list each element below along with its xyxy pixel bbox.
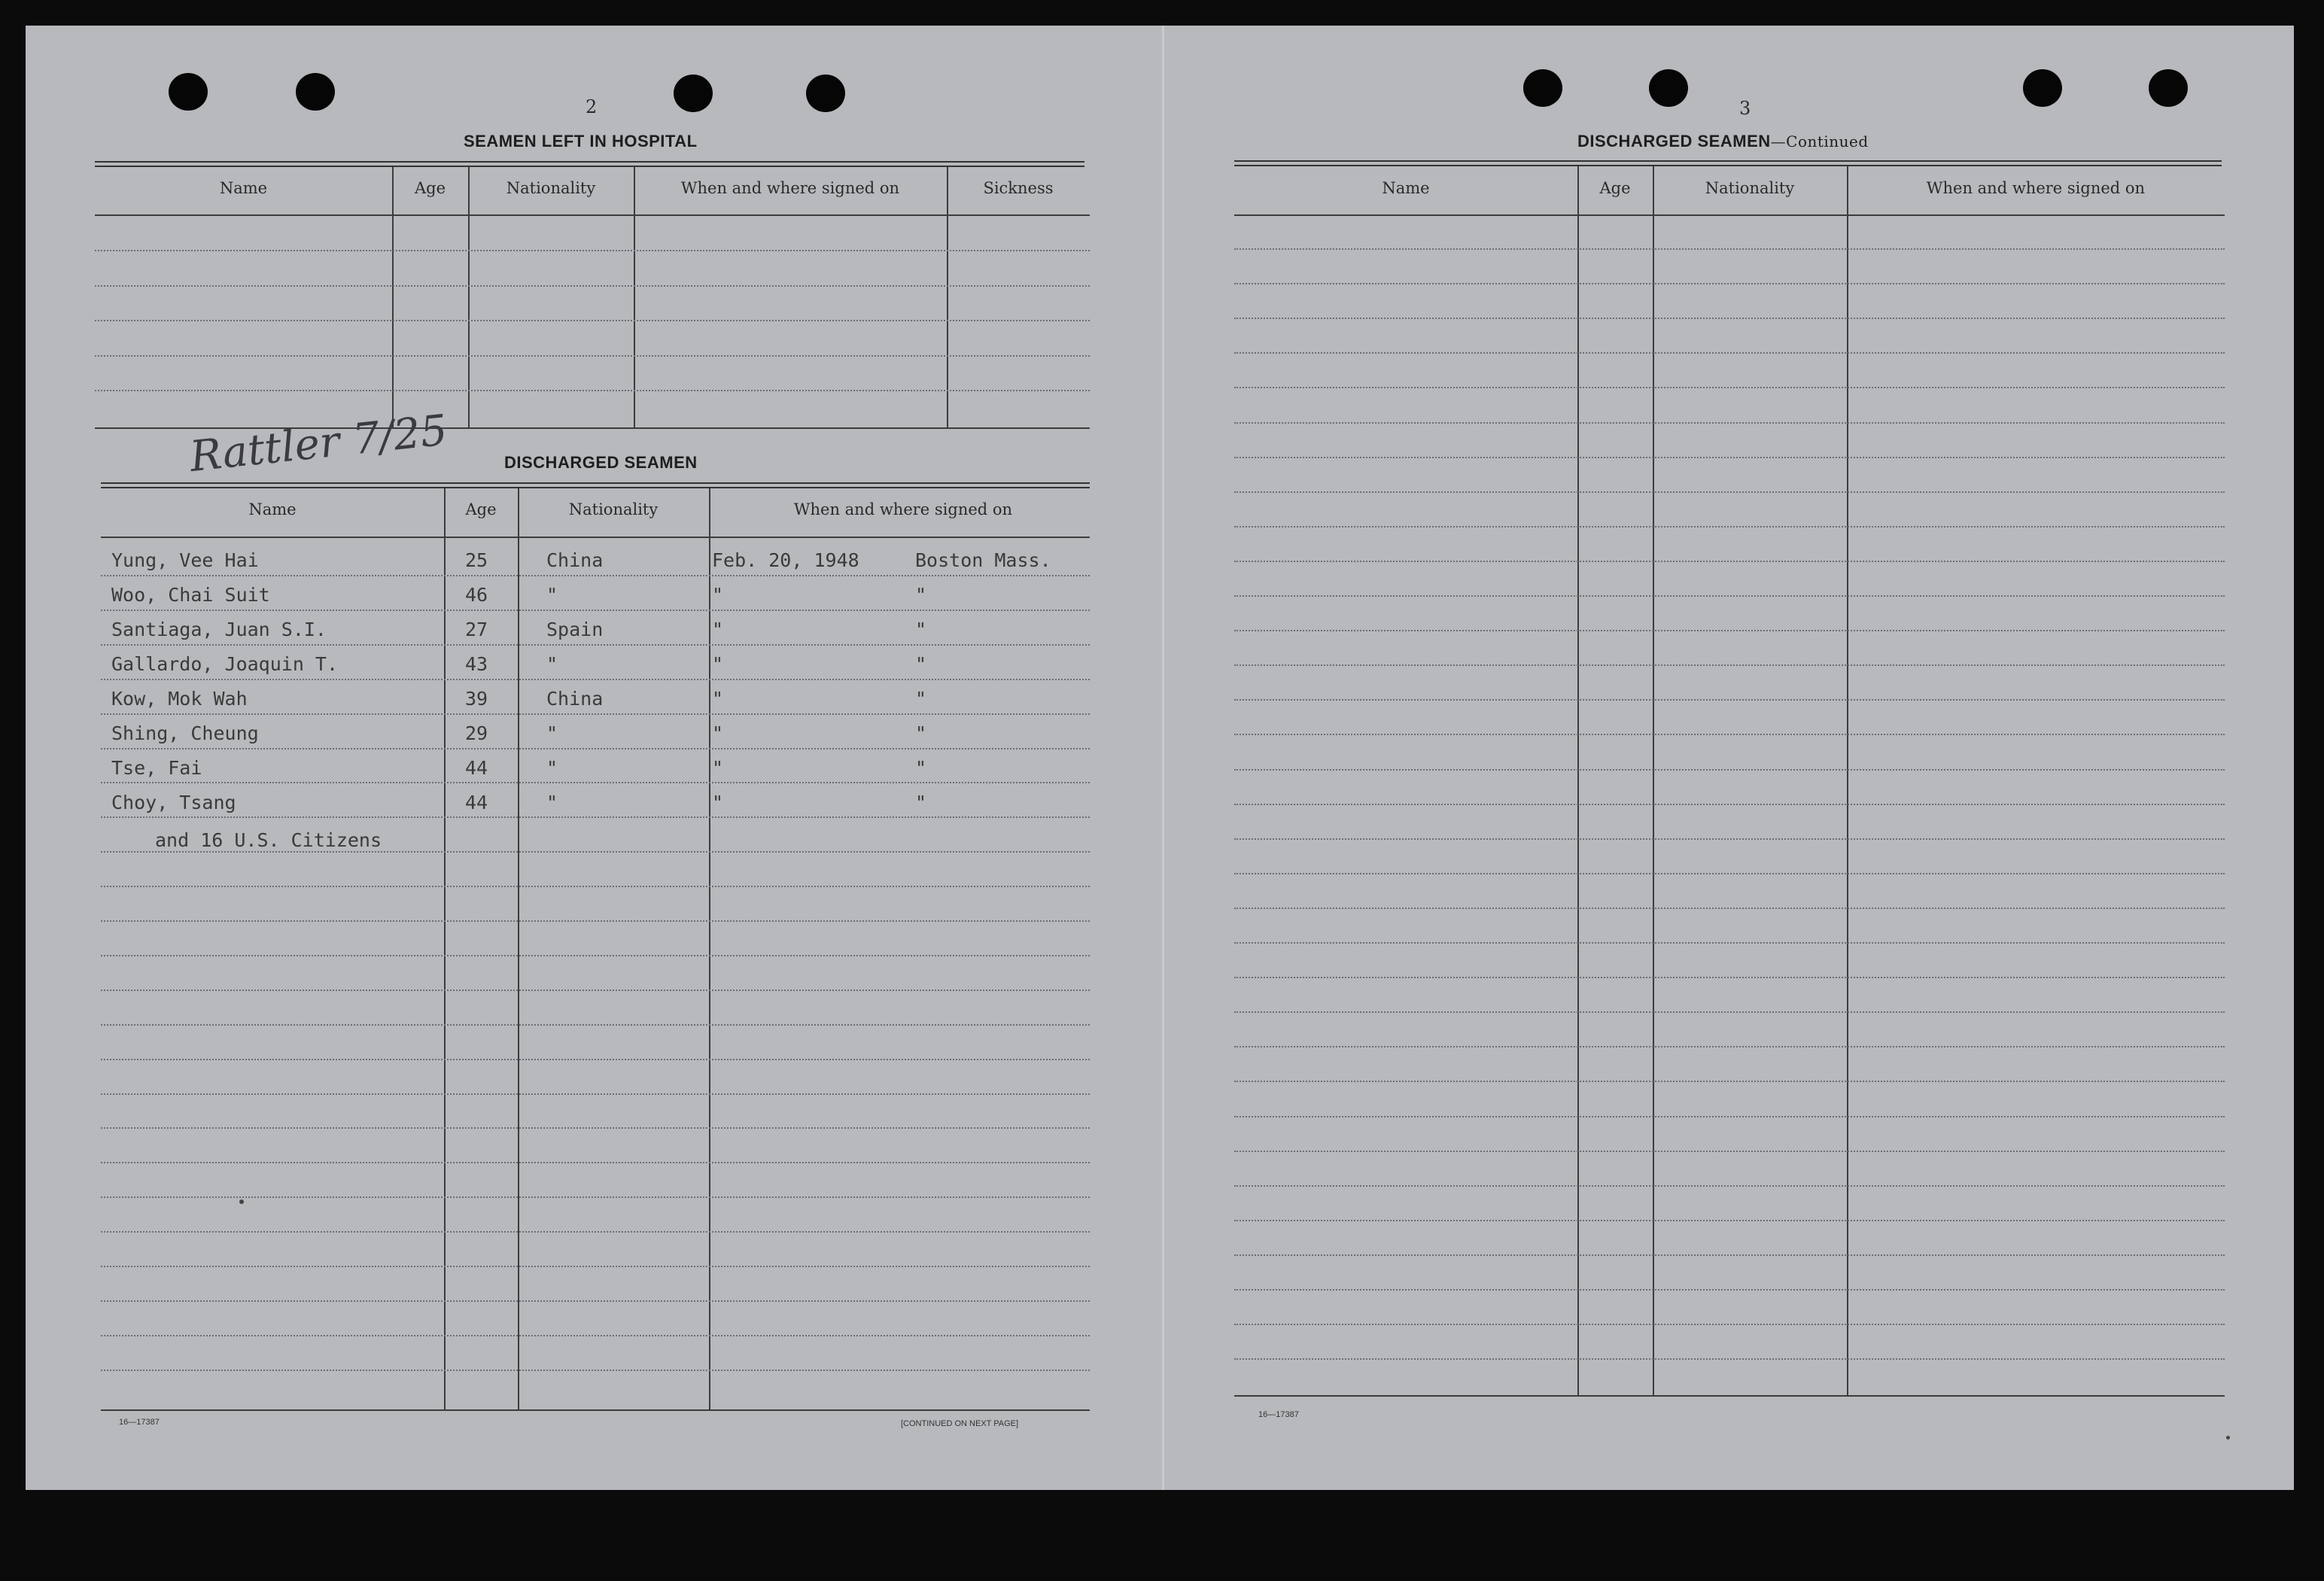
column-divider (947, 167, 948, 427)
dotted-row-line (1234, 942, 2225, 944)
dotted-row-line (1234, 1185, 2225, 1187)
dotted-row-line (1234, 526, 2225, 528)
dotted-row-line (1234, 283, 2225, 284)
continued-title-suffix: —Continued (1770, 132, 1869, 150)
dotted-row-line (1234, 630, 2225, 631)
punch-hole (674, 74, 713, 112)
dotted-row-line (1234, 769, 2225, 771)
column-header: Age (414, 179, 446, 197)
discharged-top-rule (101, 482, 1090, 484)
punch-hole (296, 73, 335, 111)
column-divider (518, 488, 519, 1409)
dotted-row-line (101, 748, 1090, 749)
seaman-age: 39 (465, 688, 488, 710)
signed-on-date: " (712, 653, 724, 675)
dotted-row-line (101, 1231, 1090, 1233)
dotted-row-line (1234, 838, 2225, 840)
column-header: Nationality (1705, 179, 1795, 197)
dotted-row-line (1234, 352, 2225, 354)
seaman-age: 46 (465, 584, 488, 606)
dotted-row-line (1234, 1220, 2225, 1221)
dotted-row-line (1234, 873, 2225, 874)
dotted-row-line (1234, 804, 2225, 805)
hospital-top-rule (95, 161, 1084, 163)
dotted-row-line (1234, 491, 2225, 493)
dotted-row-line (101, 886, 1090, 887)
continued-note: [CONTINUED ON NEXT PAGE] (901, 1419, 1019, 1428)
dotted-row-line (1234, 1151, 2225, 1152)
dotted-row-line (101, 1300, 1090, 1302)
dotted-row-line (1234, 1046, 2225, 1047)
column-header: Age (1599, 179, 1631, 197)
seaman-age: 25 (465, 549, 488, 571)
dotted-row-line (1234, 318, 2225, 319)
dotted-row-line (95, 285, 1090, 287)
seaman-name: Santiaga, Juan S.I. (111, 619, 327, 640)
dotted-row-line (1234, 734, 2225, 735)
signed-on-place: " (915, 619, 927, 640)
signed-on-place: " (915, 792, 927, 813)
continued-top-rule (1234, 160, 2222, 162)
dotted-row-line (1234, 908, 2225, 909)
seaman-age: 44 (465, 757, 488, 779)
dotted-row-line (1234, 1289, 2225, 1291)
column-header: Name (1382, 179, 1430, 197)
dotted-row-line (101, 1196, 1090, 1198)
punch-hole (1523, 69, 1562, 107)
dotted-row-line (101, 955, 1090, 956)
page-number: 3 (1739, 98, 1751, 119)
document-sheet (26, 26, 2294, 1490)
column-header: Name (248, 500, 297, 518)
signed-on-date: " (712, 688, 724, 710)
dotted-row-line (95, 355, 1090, 357)
signed-on-date: Feb. 20, 1948 (712, 549, 859, 571)
dotted-row-line (1234, 457, 2225, 458)
punch-hole (169, 73, 208, 111)
dotted-row-line (101, 990, 1090, 991)
continued-top-rule-2 (1234, 165, 2222, 166)
dotted-row-line (1234, 977, 2225, 978)
dotted-row-line (101, 575, 1090, 576)
dotted-row-line (1234, 664, 2225, 666)
discharged-bottom-rule (101, 1409, 1090, 1411)
dotted-row-line (1234, 699, 2225, 701)
signed-on-date: " (712, 757, 724, 779)
continued-title-main: DISCHARGED SEAMEN (1577, 132, 1771, 150)
column-divider (1577, 166, 1579, 1395)
punch-hole (1649, 69, 1688, 107)
discharged-header-rule (101, 537, 1090, 538)
dotted-row-line (101, 1024, 1090, 1026)
seaman-nationality: China (546, 688, 604, 710)
signed-on-date: " (712, 792, 724, 813)
dotted-row-line (1234, 1324, 2225, 1325)
dotted-row-line (101, 1335, 1090, 1336)
dotted-row-line (95, 320, 1090, 321)
seaman-nationality: " (546, 584, 558, 606)
column-divider (444, 488, 446, 1409)
punch-hole (2149, 69, 2188, 107)
column-header: When and where signed on (680, 179, 900, 197)
dotted-row-line (101, 610, 1090, 611)
seaman-age: 44 (465, 792, 488, 813)
dotted-row-line (101, 1127, 1090, 1129)
dotted-row-line (1234, 1358, 2225, 1360)
discharged-top-rule-2 (101, 487, 1090, 488)
column-header: Sickness (983, 179, 1054, 197)
column-header: Nationality (568, 500, 659, 518)
continued-header-rule (1234, 214, 2225, 216)
dotted-row-line (95, 390, 1090, 391)
seaman-name: Yung, Vee Hai (111, 549, 259, 571)
column-header: Age (465, 500, 497, 518)
signed-on-place: " (915, 688, 927, 710)
column-header: Nationality (506, 179, 596, 197)
seaman-name: Gallardo, Joaquin T. (111, 653, 339, 675)
punch-hole (806, 74, 845, 112)
dotted-row-line (1234, 422, 2225, 424)
column-divider (1847, 166, 1848, 1395)
signed-on-place: " (915, 757, 927, 779)
seaman-age: 27 (465, 619, 488, 640)
dotted-row-line (1234, 561, 2225, 562)
seaman-nationality: " (546, 757, 558, 779)
dotted-row-line (1234, 248, 2225, 250)
dotted-row-line (1234, 1011, 2225, 1013)
seaman-age: 43 (465, 653, 488, 675)
dotted-row-line (1234, 387, 2225, 388)
dotted-row-line (101, 713, 1090, 715)
column-header: When and where signed on (1926, 179, 2146, 197)
dotted-row-line (101, 679, 1090, 680)
page-fold (1162, 26, 1164, 1490)
signed-on-date: " (712, 584, 724, 606)
seaman-nationality: China (546, 549, 604, 571)
ink-speck (2226, 1436, 2230, 1440)
seaman-nationality: " (546, 653, 558, 675)
seaman-nationality: " (546, 722, 558, 744)
dotted-row-line (101, 644, 1090, 646)
dotted-row-line (95, 250, 1090, 251)
dotted-row-line (1234, 1254, 2225, 1256)
continued-section-title (1577, 132, 1869, 151)
hospital-top-rule-2 (95, 166, 1084, 167)
dotted-row-line (101, 1266, 1090, 1267)
seaman-age: 29 (465, 722, 488, 744)
dotted-row-line (101, 816, 1090, 818)
signed-on-place: " (915, 653, 927, 675)
dotted-row-line (1234, 1081, 2225, 1082)
signed-on-place: Boston Mass. (915, 549, 1051, 571)
citizens-note: and 16 U.S. Citizens (155, 829, 382, 851)
seaman-name: Shing, Cheung (111, 722, 259, 744)
signed-on-date: " (712, 619, 724, 640)
signed-on-place: " (915, 722, 927, 744)
dotted-row-line (101, 920, 1090, 922)
dotted-row-line (101, 1370, 1090, 1371)
column-divider (1653, 166, 1654, 1395)
seaman-nationality: " (546, 792, 558, 813)
form-number: 16—17387 (119, 1418, 160, 1427)
column-divider (634, 167, 635, 427)
ink-speck (239, 1199, 244, 1204)
column-divider (468, 167, 470, 427)
signed-on-place: " (915, 584, 927, 606)
handwritten-note: Rattler 7/25 (187, 406, 450, 482)
dotted-row-line (101, 1059, 1090, 1060)
column-divider (709, 488, 710, 1409)
dotted-row-line (101, 782, 1090, 783)
column-header: Name (219, 179, 268, 197)
page-number: 2 (586, 96, 598, 117)
hospital-section-title: SEAMEN LEFT IN HOSPITAL (464, 132, 698, 150)
seaman-name: Tse, Fai (111, 757, 202, 779)
seaman-name: Woo, Chai Suit (111, 584, 270, 606)
column-divider (392, 167, 394, 427)
form-number: 16—17387 (1258, 1410, 1299, 1419)
dotted-row-line (101, 851, 1090, 853)
hospital-header-rule (95, 214, 1090, 216)
discharged-section-title: DISCHARGED SEAMEN (504, 453, 698, 472)
dotted-row-line (101, 1093, 1090, 1095)
seaman-nationality: Spain (546, 619, 604, 640)
dotted-row-line (101, 1162, 1090, 1163)
dotted-row-line (1234, 1116, 2225, 1117)
column-header: When and where signed on (793, 500, 1013, 518)
continued-bottom-rule (1234, 1395, 2225, 1397)
seaman-name: Kow, Mok Wah (111, 688, 248, 710)
seaman-name: Choy, Tsang (111, 792, 236, 813)
signed-on-date: " (712, 722, 724, 744)
punch-hole (2023, 69, 2062, 107)
dotted-row-line (1234, 595, 2225, 597)
